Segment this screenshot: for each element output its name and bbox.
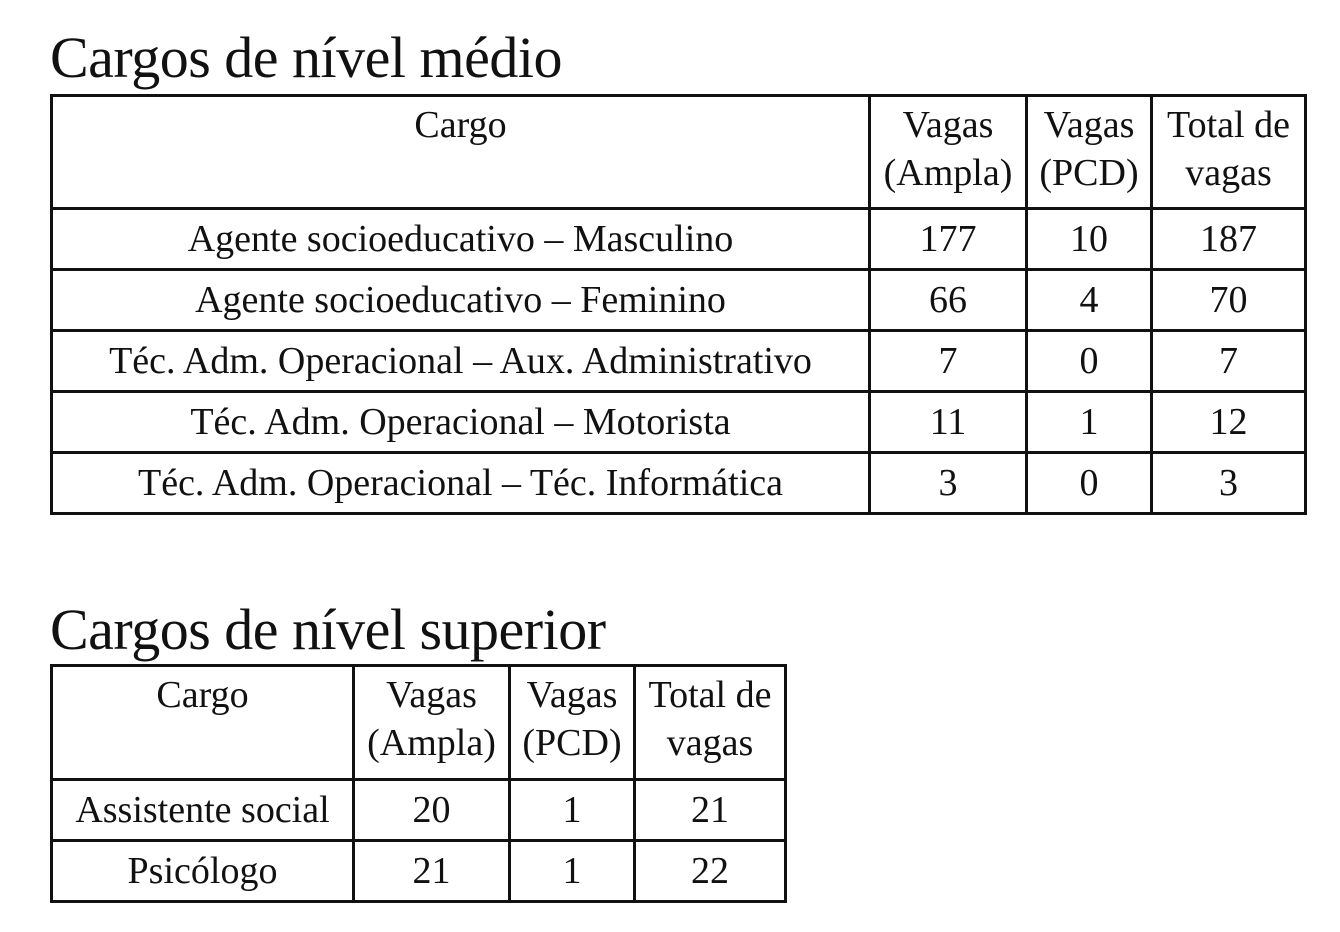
table-header-row — [52, 96, 1306, 209]
cell-cargo: Agente socioeducativo – Masculino — [52, 209, 870, 270]
table-nivel-superior — [50, 664, 787, 903]
table-row — [52, 780, 786, 841]
header-label-line2: (Ampla) — [883, 152, 1013, 194]
cell-cargo: Assistente social — [52, 780, 354, 841]
cell-cargo: Téc. Adm. Operacional – Motorista — [52, 392, 870, 453]
header-label-line1: Total de — [1167, 104, 1290, 146]
cell-cargo: Agente socioeducativo – Feminino — [52, 270, 870, 331]
header-label-line2: vagas — [1185, 152, 1272, 194]
header-label-line1: Vagas — [386, 674, 477, 716]
header-label: Cargo — [414, 104, 507, 146]
cell-vagas-pcd: 1 — [1027, 392, 1152, 453]
cell-vagas-ampla: 21 — [354, 841, 510, 902]
cell-vagas-pcd: 1 — [510, 780, 635, 841]
cell-vagas-pcd: 0 — [1027, 453, 1152, 514]
table-row — [52, 841, 786, 902]
header-label-line2: (PCD) — [1039, 152, 1139, 194]
cell-total-vagas: 70 — [1152, 270, 1306, 331]
column-header-total-vagas — [1152, 96, 1306, 209]
cell-total-vagas: 12 — [1152, 392, 1306, 453]
table-row — [52, 331, 1306, 392]
cell-vagas-pcd: 10 — [1027, 209, 1152, 270]
column-header-vagas-ampla — [354, 666, 510, 780]
cell-total-vagas: 187 — [1152, 209, 1306, 270]
cell-vagas-pcd: 4 — [1027, 270, 1152, 331]
cell-total-vagas: 21 — [635, 780, 786, 841]
cell-vagas-pcd: 0 — [1027, 331, 1152, 392]
table-row — [52, 209, 1306, 270]
section-title-nivel-medio: Cargos de nível médio — [50, 25, 562, 90]
table-row — [52, 270, 1306, 331]
cell-cargo: Téc. Adm. Operacional – Aux. Administrativo — [52, 331, 870, 392]
table-row — [52, 392, 1306, 453]
cell-vagas-ampla: 11 — [870, 392, 1027, 453]
cell-total-vagas: 3 — [1152, 453, 1306, 514]
cell-vagas-ampla: 20 — [354, 780, 510, 841]
cell-vagas-ampla: 3 — [870, 453, 1027, 514]
table-nivel-medio — [50, 94, 1307, 515]
header-label-line1: Vagas — [1043, 104, 1135, 146]
column-header-vagas-pcd — [510, 666, 635, 780]
cell-vagas-ampla: 66 — [870, 270, 1027, 331]
column-header-total-vagas — [635, 666, 786, 780]
header-label-line1: Vagas — [526, 674, 618, 716]
header-label-line2: vagas — [666, 722, 754, 764]
column-header-cargo — [52, 96, 870, 209]
cell-vagas-ampla: 7 — [870, 331, 1027, 392]
cell-total-vagas: 7 — [1152, 331, 1306, 392]
section-title-nivel-superior: Cargos de nível superior — [50, 597, 606, 662]
table-row — [52, 453, 1306, 514]
header-label-line1: Total de — [648, 674, 772, 716]
cell-cargo: Psicólogo — [52, 841, 354, 902]
cell-vagas-pcd: 1 — [510, 841, 635, 902]
cell-cargo: Téc. Adm. Operacional – Téc. Informática — [52, 453, 870, 514]
cell-vagas-ampla: 177 — [870, 209, 1027, 270]
column-header-vagas-pcd — [1027, 96, 1152, 209]
cell-total-vagas: 22 — [635, 841, 786, 902]
header-label-line2: (Ampla) — [367, 722, 496, 764]
column-header-cargo — [52, 666, 354, 780]
header-label-line2: (PCD) — [522, 722, 622, 764]
column-header-vagas-ampla — [870, 96, 1027, 209]
header-label-line1: Vagas — [902, 104, 994, 146]
table-header-row — [52, 666, 786, 780]
header-label: Cargo — [156, 674, 249, 716]
